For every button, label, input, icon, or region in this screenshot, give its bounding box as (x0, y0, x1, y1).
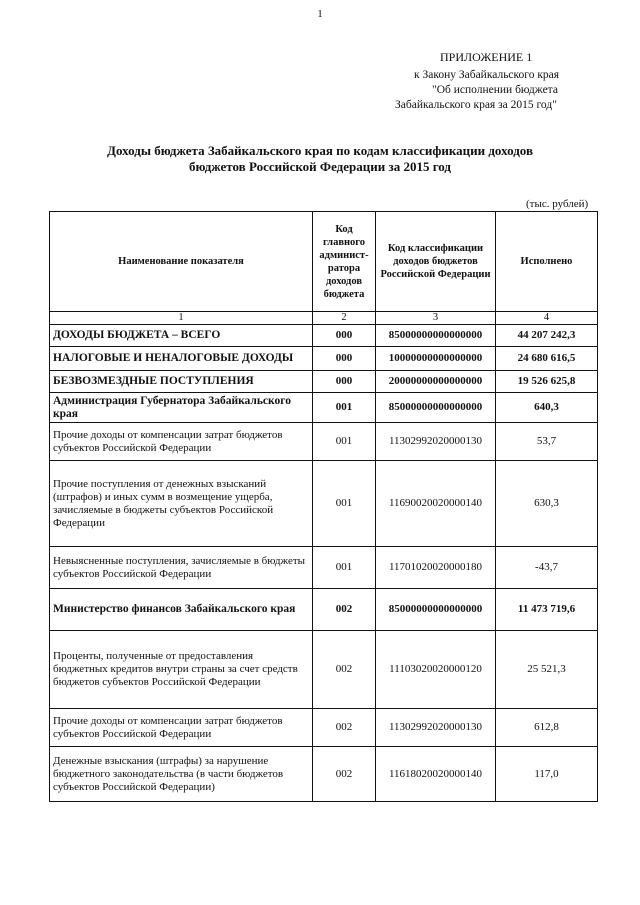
table-row (50, 371, 598, 393)
row-amount: 44 207 242,3 (496, 325, 598, 347)
row-admin-code: 000 (313, 325, 376, 347)
row-class-code: 11103020020000120 (376, 631, 496, 709)
row-name: Администрация Губернатора Забайкальского края (50, 393, 313, 423)
row-admin-code: 002 (313, 589, 376, 631)
document-title-line-2: бюджетов Российской Федерации за 2015 год (189, 159, 451, 174)
table-body (50, 312, 598, 802)
row-name: НАЛОГОВЫЕ И НЕНАЛОГОВЫЕ ДОХОДЫ (50, 347, 313, 371)
header-executed: Исполнено (496, 212, 598, 312)
row-name: Министерство финансов Забайкальского края (50, 589, 313, 631)
table-row (50, 589, 598, 631)
table-row (50, 347, 598, 371)
table-row (50, 325, 598, 347)
row-admin-code: 002 (313, 709, 376, 747)
revenue-table (49, 211, 598, 802)
page-number: 1 (317, 8, 323, 20)
row-name: Проценты, полученные от предоставления бюджетных кредитов внутри страны за счет средств бюджетов субъектов Российской Федерации (50, 631, 313, 709)
row-admin-code: 000 (313, 371, 376, 393)
table-row (50, 747, 598, 802)
row-class-code: 20000000000000000 (376, 371, 496, 393)
row-class-code: 10000000000000000 (376, 347, 496, 371)
document-title-line-1: Доходы бюджета Забайкальского края по кодам классификации доходов (107, 143, 533, 158)
row-name: Невыясненные поступления, зачисляемые в бюджеты субъектов Российской Федерации (50, 547, 313, 589)
table-row (50, 393, 598, 423)
table-row (50, 423, 598, 461)
table-header-row (50, 212, 598, 312)
row-amount: 11 473 719,6 (496, 589, 598, 631)
appendix-title: ПРИЛОЖЕНИЕ 1 (440, 50, 533, 64)
table-row (50, 547, 598, 589)
row-name: Прочие доходы от компенсации затрат бюджетов субъектов Российской Федерации (50, 423, 313, 461)
row-class-code: 85000000000000000 (376, 589, 496, 631)
column-number: 3 (376, 312, 496, 325)
column-number: 1 (50, 312, 313, 325)
row-name: БЕЗВОЗМЕЗДНЫЕ ПОСТУПЛЕНИЯ (50, 371, 313, 393)
row-name: Прочие доходы от компенсации затрат бюджетов субъектов Российской Федерации (50, 709, 313, 747)
row-admin-code: 002 (313, 747, 376, 802)
table-row (50, 709, 598, 747)
row-name: Денежные взыскания (штрафы) за нарушение бюджетного законодательства (в части бюджетов субъектов Российской Федерации) (50, 747, 313, 802)
column-number-row (50, 312, 598, 325)
row-class-code: 11302992020000130 (376, 709, 496, 747)
column-number: 4 (496, 312, 598, 325)
row-admin-code: 000 (313, 347, 376, 371)
row-amount: 19 526 625,8 (496, 371, 598, 393)
row-class-code: 11701020020000180 (376, 547, 496, 589)
header-admin-code: Код главного админист-ратора доходов бюджета (313, 212, 376, 312)
table-row (50, 631, 598, 709)
row-admin-code: 001 (313, 423, 376, 461)
table-row (50, 461, 598, 547)
row-amount: 25 521,3 (496, 631, 598, 709)
row-amount: -43,7 (496, 547, 598, 589)
row-amount: 53,7 (496, 423, 598, 461)
row-name: ДОХОДЫ БЮДЖЕТА – ВСЕГО (50, 325, 313, 347)
appendix-line-2: "Об исполнении бюджета (432, 84, 558, 96)
row-admin-code: 001 (313, 461, 376, 547)
row-class-code: 11618020020000140 (376, 747, 496, 802)
header-class-code: Код классификации доходов бюджетов Российской Федерации (376, 212, 496, 312)
row-amount: 117,0 (496, 747, 598, 802)
row-class-code: 11690020020000140 (376, 461, 496, 547)
row-class-code: 11302992020000130 (376, 423, 496, 461)
row-amount: 612,8 (496, 709, 598, 747)
appendix-line-1: к Закону Забайкальского края (414, 69, 560, 81)
header-name: Наименование показателя (50, 212, 313, 312)
row-admin-code: 001 (313, 547, 376, 589)
row-class-code: 85000000000000000 (376, 393, 496, 423)
document-title (0, 143, 640, 175)
column-number: 2 (313, 312, 376, 325)
row-class-code: 85000000000000000 (376, 325, 496, 347)
row-amount: 630,3 (496, 461, 598, 547)
units-label: (тыс. рублей) (526, 198, 589, 210)
row-admin-code: 002 (313, 631, 376, 709)
row-name: Прочие поступления от денежных взысканий (штрафов) и иных сумм в возмещение ущерба, зачисляемые в бюджеты субъектов Российской Федерации (50, 461, 313, 547)
row-admin-code: 001 (313, 393, 376, 423)
row-amount: 640,3 (496, 393, 598, 423)
appendix-line-3: Забайкальского края за 2015 год" (395, 99, 557, 111)
row-amount: 24 680 616,5 (496, 347, 598, 371)
